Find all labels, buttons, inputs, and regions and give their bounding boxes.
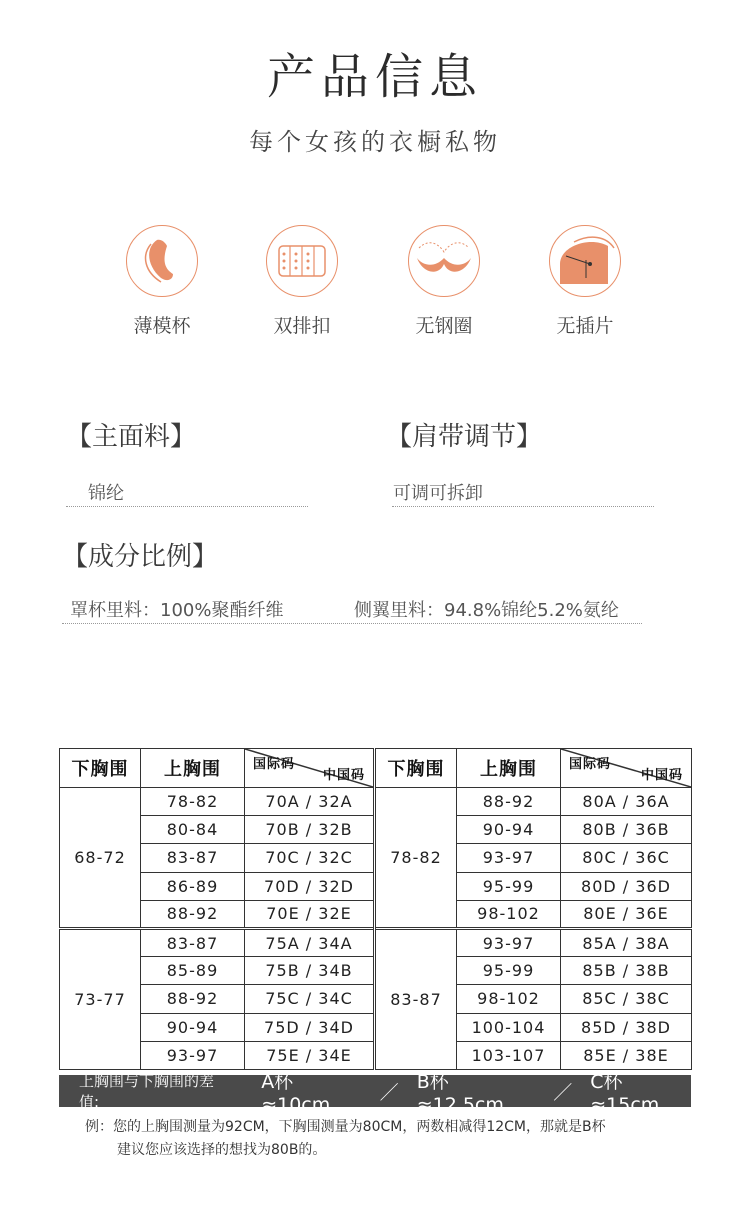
- header-over-bust: 上胸围: [141, 749, 245, 788]
- note-line-2: 建议您应该选择的想找为80B的。: [117, 1142, 327, 1158]
- over-bust-cell: 100-104: [457, 1013, 561, 1041]
- size-code-cell: 80B / 36B: [561, 816, 692, 844]
- under-bust-cell: 78-82: [375, 788, 457, 929]
- cup-difference-bar: [59, 1070, 691, 1116]
- size-code-cell: 80C / 36C: [561, 844, 692, 872]
- composition-heading: 【成分比例】: [62, 542, 219, 572]
- under-bust-cell: 68-72: [60, 788, 141, 929]
- example-note: [85, 1116, 685, 1162]
- size-code-cell: 75A / 34A: [245, 928, 375, 956]
- table-row: [60, 788, 692, 816]
- separator: ／: [379, 1081, 399, 1104]
- over-bust-cell: 98-102: [457, 900, 561, 928]
- over-bust-cell: 83-87: [141, 844, 245, 872]
- header-cn: 中国码: [322, 768, 365, 783]
- over-bust-cell: 93-97: [457, 928, 561, 956]
- page-title: 产品信息: [266, 49, 483, 105]
- size-code-cell: 75B / 34B: [245, 957, 375, 985]
- table-row: [60, 928, 692, 956]
- separator: ／: [553, 1081, 573, 1104]
- composition-wing: 侧翼里料：94.8%锦纶5.2%氨纶: [354, 600, 619, 621]
- over-bust-cell: 88-92: [141, 985, 245, 1013]
- size-code-cell: 80A / 36A: [561, 788, 692, 816]
- over-bust-cell: 95-99: [457, 872, 561, 900]
- thin-cup-icon: [126, 225, 198, 297]
- size-code-cell: 85B / 38B: [561, 957, 692, 985]
- size-code-cell: 75E / 34E: [245, 1041, 375, 1069]
- fabric-heading: 【主面料】: [66, 422, 197, 452]
- over-bust-cell: 80-84: [141, 816, 245, 844]
- size-code-cell: 85A / 38A: [561, 928, 692, 956]
- feature-no-pad-insert: [525, 225, 645, 338]
- feature-label: 双排扣: [273, 315, 331, 337]
- over-bust-cell: 83-87: [141, 928, 245, 956]
- over-bust-cell: 85-89: [141, 957, 245, 985]
- feature-no-wire: [384, 225, 504, 338]
- difference-c: C杯≈15cm: [590, 1070, 660, 1116]
- feature-label: 无插片: [556, 315, 614, 337]
- size-code-cell: 70B / 32B: [245, 816, 375, 844]
- size-code-cell: 80E / 36E: [561, 900, 692, 928]
- size-table: [59, 748, 692, 1070]
- difference-b: B杯≈12.5cm: [416, 1070, 504, 1116]
- divider: [62, 623, 642, 624]
- size-code-cell: 70A / 32A: [245, 788, 375, 816]
- under-bust-cell: 73-77: [60, 928, 141, 1069]
- size-code-cell: 80D / 36D: [561, 872, 692, 900]
- size-code-cell: 85D / 38D: [561, 1013, 692, 1041]
- header-size-code: [561, 749, 692, 788]
- header-cn: 中国码: [640, 768, 683, 783]
- no-pad-insert-icon: [549, 225, 621, 297]
- header-size-code: [245, 749, 375, 788]
- header-under-bust: 下胸围: [60, 749, 141, 788]
- over-bust-cell: 88-92: [141, 900, 245, 928]
- difference-label: 上胸围与下胸围的差值:: [79, 1072, 215, 1111]
- size-code-cell: 85C / 38C: [561, 985, 692, 1013]
- header-intl: 国际码: [569, 757, 612, 772]
- over-bust-cell: 90-94: [457, 816, 561, 844]
- size-code-cell: 70C / 32C: [245, 844, 375, 872]
- header-over-bust: 上胸围: [457, 749, 561, 788]
- over-bust-cell: 78-82: [141, 788, 245, 816]
- feature-icons: [0, 225, 750, 345]
- note-line-1: 例：您的上胸围测量为92CM，下胸围测量为80CM，两数相减得12CM，那就是B杯: [85, 1119, 606, 1135]
- size-code-cell: 75C / 34C: [245, 985, 375, 1013]
- page-subtitle: 每个女孩的衣橱私物: [249, 128, 501, 156]
- over-bust-cell: 93-97: [141, 1041, 245, 1069]
- over-bust-cell: 90-94: [141, 1013, 245, 1041]
- divider: [66, 506, 308, 507]
- feature-double-hook: [242, 225, 362, 338]
- strap-heading: 【肩带调节】: [386, 422, 543, 452]
- strap-value: 可调可拆卸: [393, 483, 483, 504]
- header-intl: 国际码: [253, 757, 296, 772]
- fabric-value: 锦纶: [88, 483, 124, 504]
- under-bust-cell: 83-87: [375, 928, 457, 1069]
- over-bust-cell: 86-89: [141, 872, 245, 900]
- size-code-cell: 85E / 38E: [561, 1041, 692, 1069]
- divider: [392, 506, 654, 507]
- composition-cup: 罩杯里料：100%聚酯纤维: [70, 600, 284, 621]
- size-code-cell: 70E / 32E: [245, 900, 375, 928]
- double-hook-icon: [266, 225, 338, 297]
- feature-label: 无钢圈: [415, 315, 473, 337]
- size-code-cell: 75D / 34D: [245, 1013, 375, 1041]
- no-wire-icon: [408, 225, 480, 297]
- over-bust-cell: 103-107: [457, 1041, 561, 1069]
- over-bust-cell: 95-99: [457, 957, 561, 985]
- over-bust-cell: 88-92: [457, 788, 561, 816]
- header-under-bust: 下胸围: [375, 749, 457, 788]
- feature-thin-cup: [102, 225, 222, 338]
- over-bust-cell: 98-102: [457, 985, 561, 1013]
- over-bust-cell: 93-97: [457, 844, 561, 872]
- feature-label: 薄模杯: [133, 315, 191, 337]
- difference-a: A杯≈10cm: [261, 1070, 331, 1116]
- size-code-cell: 70D / 32D: [245, 872, 375, 900]
